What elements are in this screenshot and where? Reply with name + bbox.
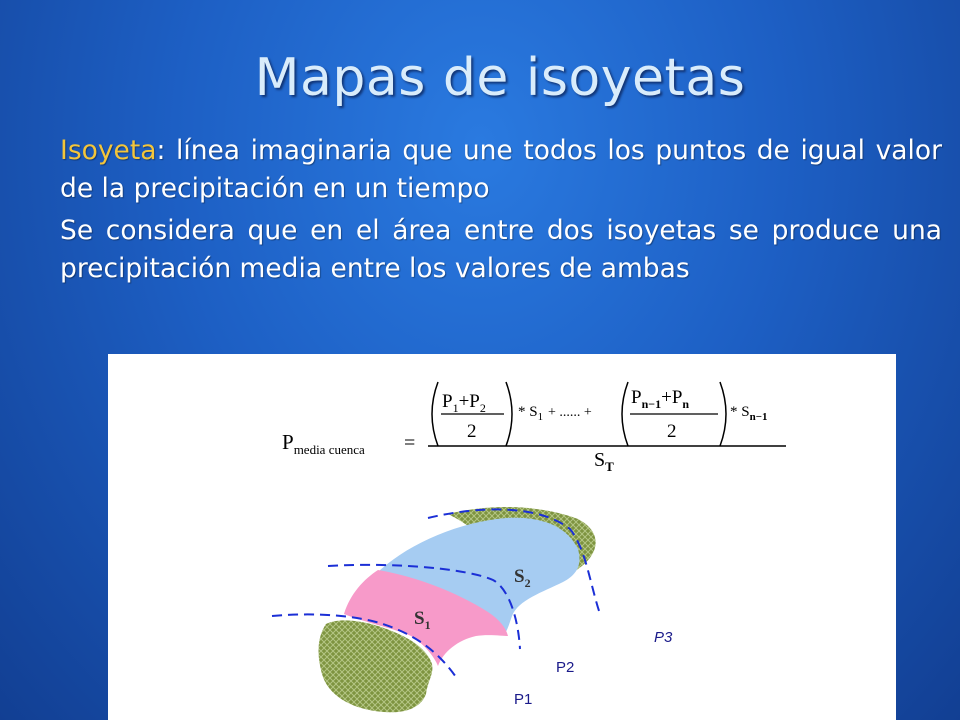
term2-numerator: $P_{n-1}+P_n$	[631, 387, 690, 411]
paren-open-2	[622, 382, 628, 446]
formula-denominator: $S_T$	[594, 449, 614, 474]
term2-denominator: 2	[667, 421, 677, 442]
isohyet-map	[272, 507, 673, 712]
definition-paragraph	[60, 132, 942, 208]
formula-ellipsis: + ...... +	[548, 405, 592, 420]
slide-title: Mapas de isoyetas	[254, 48, 746, 108]
figure-svg	[108, 354, 896, 720]
label-p2: P2	[556, 659, 575, 676]
formula-equals: =	[404, 432, 416, 454]
label-s2: $S_2$	[514, 566, 531, 590]
paren-open-1	[432, 382, 438, 446]
paren-close-1	[506, 382, 512, 446]
formula-lhs: $P_{media cuenca}$	[282, 430, 365, 457]
figure-panel	[108, 354, 896, 720]
label-p3: P3	[654, 629, 673, 646]
definition-term: Isoyeta	[60, 135, 157, 166]
term1-denominator: 2	[467, 421, 477, 442]
term1-numerator: $P_1+P_2$	[442, 391, 486, 415]
bullet-list	[60, 132, 942, 292]
label-s1: $S_1$	[414, 608, 431, 632]
definition-text: : línea imaginaria que une todos los puntos de igual valor de la precipitación en un tiempo	[60, 135, 942, 204]
paren-close-2	[720, 382, 726, 446]
explanation-paragraph: Se considera que en el área entre dos isoyetas se produce una precipitación media entre los valores de ambas	[60, 215, 942, 284]
label-p1: P1	[514, 691, 533, 708]
term1-area: * $S_1$	[518, 404, 544, 423]
isohyet-formula	[282, 382, 786, 474]
term2-area: * $S_{n-1}$	[730, 404, 768, 423]
